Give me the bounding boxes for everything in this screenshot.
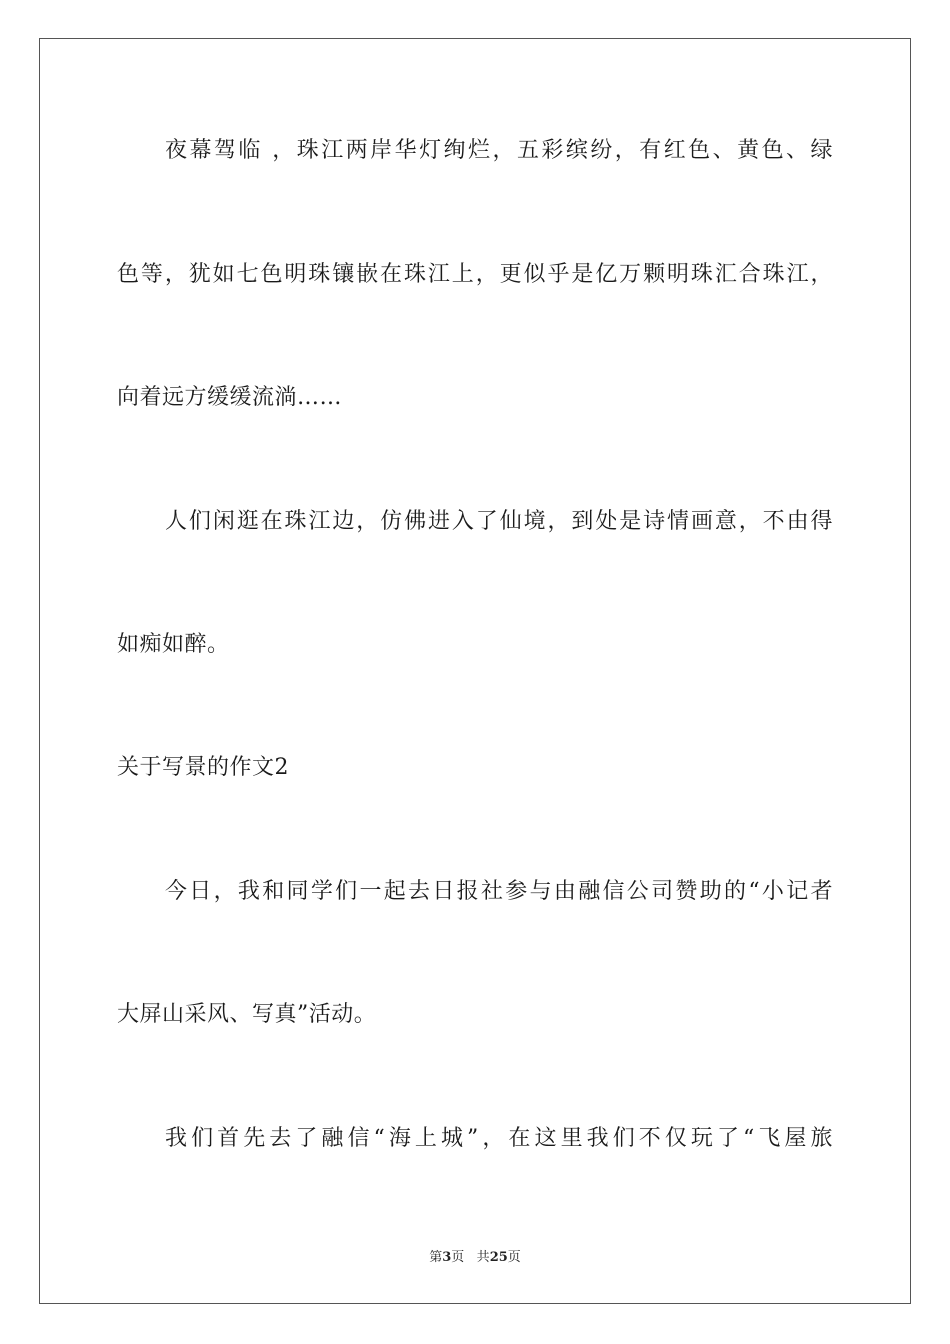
paragraph-1-line-2: 色等，犹如七色明珠镶嵌在珠江上，更似乎是亿万颗明珠汇合珠江， [117, 262, 833, 287]
page-footer [0, 1246, 950, 1265]
footer-prefix: 第 [429, 1250, 443, 1265]
footer-total-suffix: 页 [507, 1250, 521, 1265]
paragraph-1-line-3: 向着远方缓缓流淌…… [117, 385, 343, 410]
page-border [39, 38, 911, 1304]
section-heading: 关于写景的作文2 [117, 755, 289, 780]
paragraph-2-line-2: 如痴如醉。 [117, 632, 230, 657]
paragraph-2-line-1: 人们闲逛在珠江边，仿佛进入了仙境，到处是诗情画意，不由得 [165, 509, 833, 534]
footer-page-suffix: 页 [451, 1250, 465, 1265]
paragraph-3-line-1: 今日，我和同学们一起去日报社参与由融信公司赞助的“小记者 [165, 879, 833, 904]
footer-total-pages: 25 [489, 1250, 508, 1265]
footer-page-number: 3 [442, 1250, 452, 1265]
paragraph-3-line-2: 大屏山采风、写真”活动。 [117, 1002, 377, 1027]
paragraph-1-line-1: 夜幕驾临 ，珠江两岸华灯绚烂，五彩缤纷，有红色、黄色、绿 [165, 138, 833, 163]
paragraph-4-line-1: 我们首先去了融信“海上城”，在这里我们不仅玩了“飞屋旅 [165, 1126, 833, 1151]
footer-total-prefix: 共 [476, 1250, 490, 1265]
